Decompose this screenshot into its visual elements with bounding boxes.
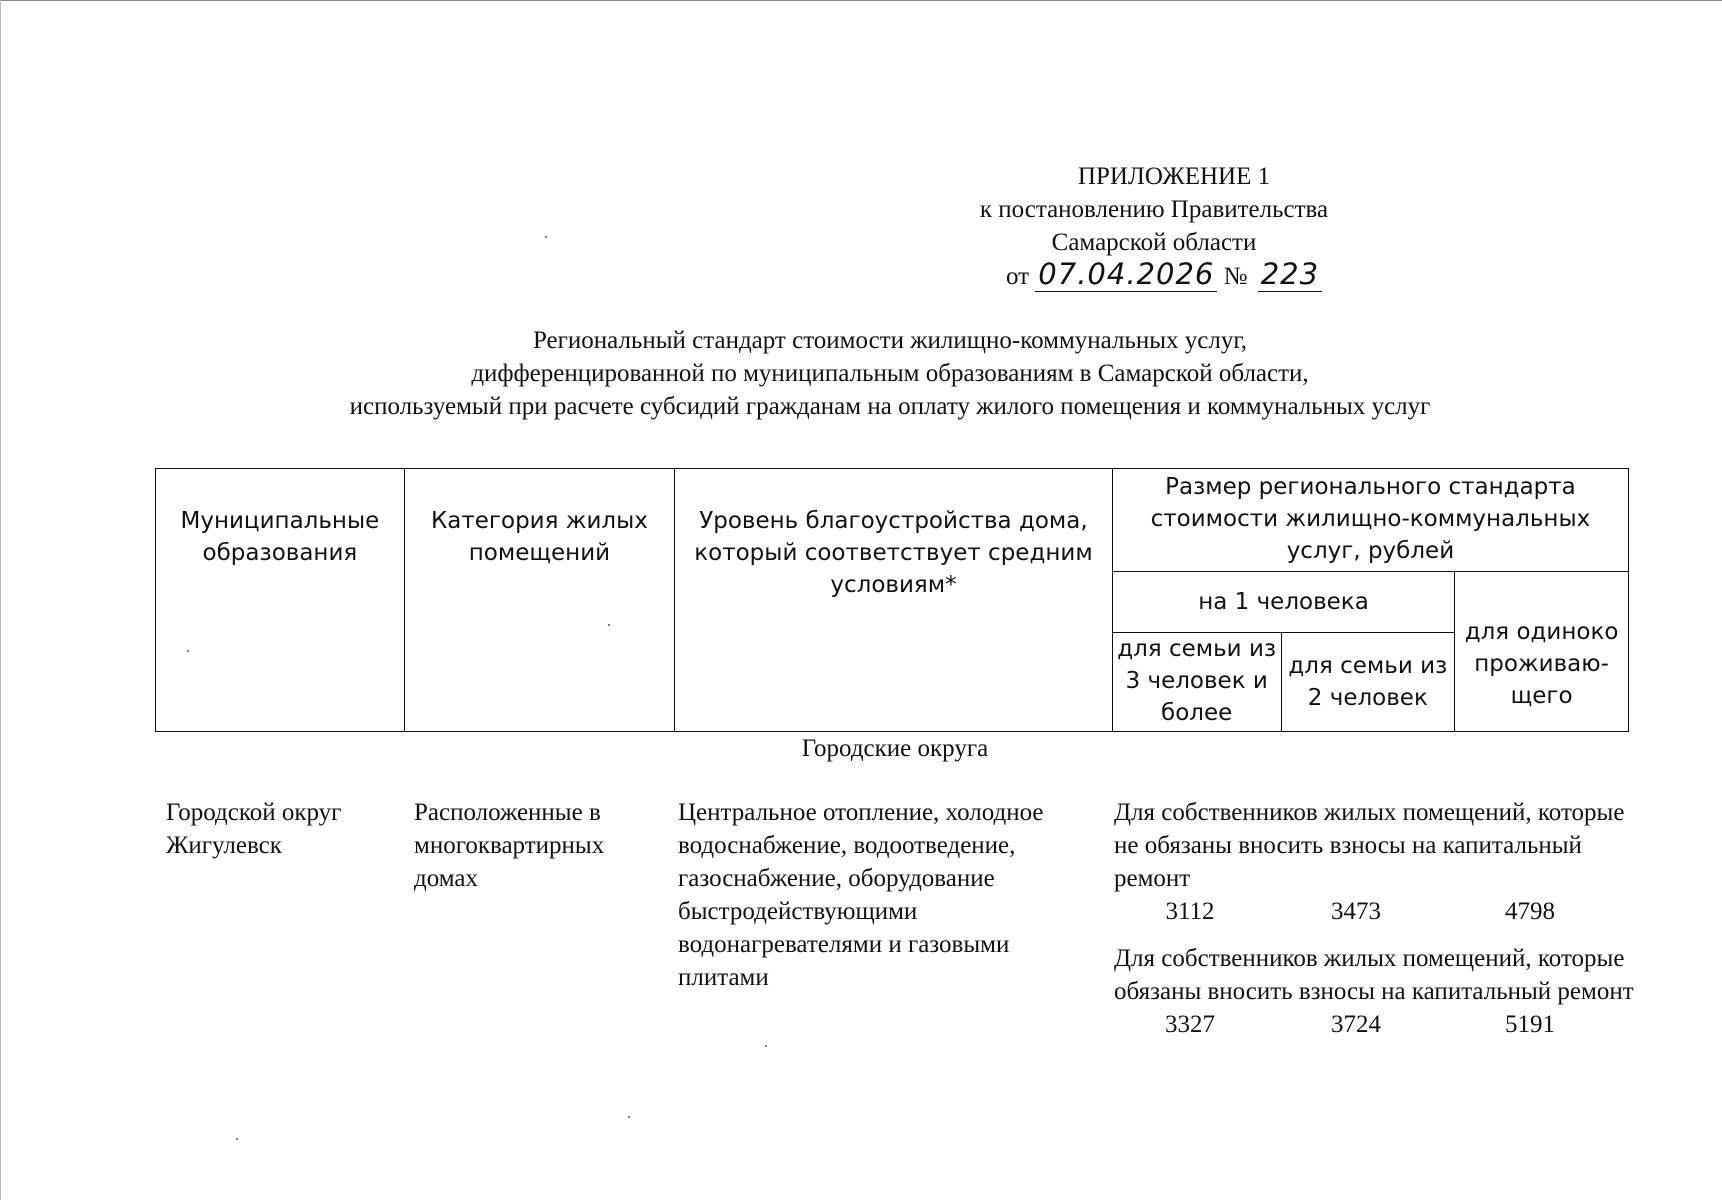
- value-family-2: 3473: [1331, 898, 1381, 925]
- scan-speck: [628, 1116, 630, 1118]
- value-single: 5191: [1505, 1011, 1555, 1038]
- scan-top-edge: [0, 0, 1722, 1]
- header-single: для одиноко проживаю-щего: [1455, 572, 1629, 732]
- document-title-line: Региональный стандарт стоимости жилищно-коммунальных услуг,: [532, 327, 1248, 354]
- document-title-line: используемый при расчете субсидий гражданам на оплату жилого помещения и коммунальных услуг: [349, 393, 1431, 420]
- group-title: Городские округа: [801, 735, 989, 762]
- row-level: Центральное отопление, холодное водоснабжение, водоотведение, газоснабжение, оборудование быстродействующими водонагревателями и газовыми плитами: [678, 799, 1044, 991]
- document-title-line: дифференцированной по муниципальным образованиям в Самарской области,: [471, 360, 1309, 387]
- header-municipalities: Муниципальные образования: [156, 469, 405, 732]
- case-values: [1114, 1008, 1634, 1041]
- scan-speck: [545, 236, 547, 238]
- scan-left-edge: [0, 0, 1, 1200]
- row-values: [1114, 796, 1634, 1055]
- value-single: 4798: [1505, 898, 1555, 925]
- value-family-2: 3724: [1331, 1011, 1381, 1038]
- case-note: Для собственников жилых помещений, которые не обязаны вносить взносы на капитальный ремонт: [1114, 799, 1625, 892]
- value-family-3: 3112: [1165, 898, 1215, 925]
- number-prefix: №: [1223, 263, 1248, 290]
- handwritten-number: 223: [1258, 257, 1322, 292]
- handwritten-date: 07.04.2026: [1035, 257, 1217, 292]
- scan-speck: [765, 1045, 767, 1047]
- appendix-block: [894, 160, 1414, 293]
- case-values: [1114, 895, 1634, 928]
- date-prefix: от: [1005, 263, 1030, 290]
- document-title: [260, 324, 1520, 423]
- standard-table-header: [155, 468, 1629, 732]
- appendix-line-region: Самарской области: [1051, 229, 1257, 256]
- header-standard-size: Размер регионального стандарта стоимости жилищно-коммунальных услуг, рублей: [1112, 469, 1628, 572]
- appendix-line-resolution: к постановлению Правительства: [979, 196, 1329, 223]
- scan-speck: [236, 1138, 238, 1140]
- header-level: Уровень благоустройства дома, который соответствует средним условиям*: [675, 469, 1113, 732]
- case-note: Для собственников жилых помещений, которые обязаны вносить взносы на капитальный ремонт: [1114, 945, 1634, 1005]
- appendix-title: ПРИЛОЖЕНИЕ 1: [1077, 163, 1271, 190]
- row-municipality: Городской округ Жигулевск: [166, 799, 342, 859]
- header-per-person: на 1 человека: [1112, 572, 1454, 633]
- header-family-2: для семьи из 2 человек: [1281, 633, 1455, 732]
- header-family-3: для семьи из 3 человек и более: [1112, 633, 1281, 732]
- value-family-3: 3327: [1165, 1011, 1215, 1038]
- appendix-date-number: [894, 259, 1414, 293]
- row-category: Расположенные в многоквартирных домах: [414, 799, 605, 892]
- header-category: Категория жилых помещений: [404, 469, 674, 732]
